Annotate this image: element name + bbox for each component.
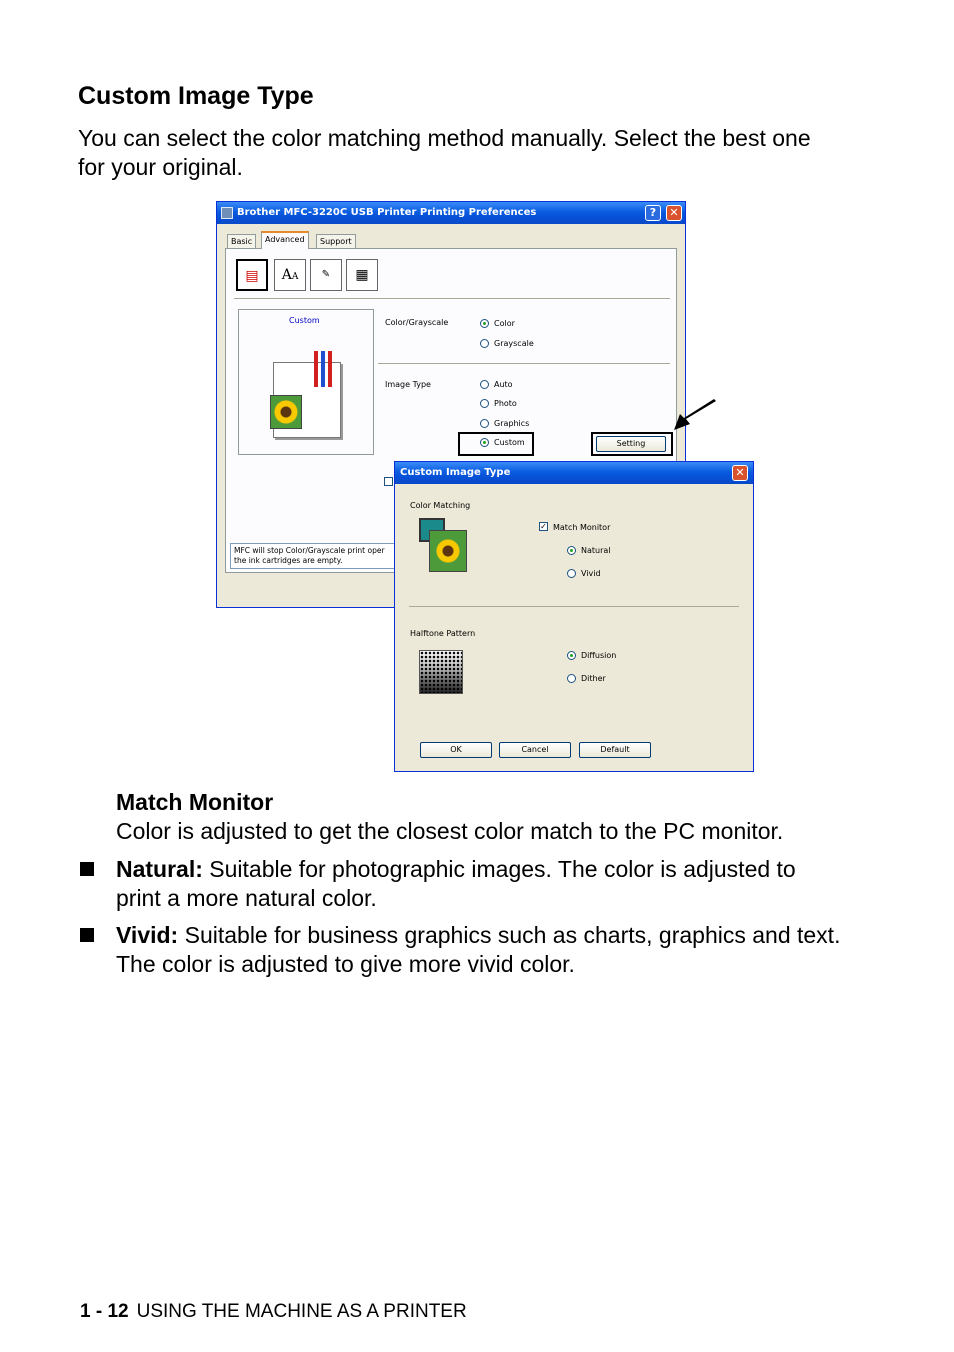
halftone-pattern-label: Halftone Pattern xyxy=(410,629,476,638)
bullet-natural-term: Natural: xyxy=(116,856,203,882)
diffusion-radio[interactable] xyxy=(567,651,576,660)
color-tool-icon[interactable]: ▤ xyxy=(236,259,268,291)
screenshot-figure xyxy=(216,201,756,773)
dither-option-label: Dither xyxy=(581,674,606,683)
match-monitor-heading: Match Monitor xyxy=(116,789,274,815)
intro-text: You can select the color matching method manually. Select the best one for your original. xyxy=(78,125,811,180)
halftone-pattern-icon xyxy=(419,650,463,694)
sunflower-image xyxy=(270,395,302,429)
ok-button[interactable]: OK xyxy=(420,742,492,758)
monitor-sunflower-image xyxy=(429,530,467,572)
cancel-button[interactable]: Cancel xyxy=(499,742,571,758)
tab-support[interactable]: Support xyxy=(316,234,356,248)
auto-option-label: Auto xyxy=(494,380,513,389)
page-heading: Custom Image Type xyxy=(78,82,314,110)
dialog-title: Custom Image Type xyxy=(400,467,511,478)
custom-image-type-dialog xyxy=(394,461,754,772)
vivid-option-label: Vivid xyxy=(581,569,601,578)
prefs-title-bar xyxy=(217,202,685,224)
color-radio[interactable] xyxy=(480,319,489,328)
dither-radio[interactable] xyxy=(567,674,576,683)
bullet-vivid-term: Vivid: xyxy=(116,922,179,948)
help-button[interactable]: ? xyxy=(645,205,661,221)
option-checkbox[interactable] xyxy=(384,477,393,486)
graphics-option-label: Graphics xyxy=(494,419,530,428)
prefs-window-title: Brother MFC-3220C USB Printer Printing Preferences xyxy=(237,207,537,218)
photo-radio[interactable] xyxy=(480,399,489,408)
status-message xyxy=(230,543,400,569)
page-number: 1 - 12 xyxy=(80,1301,129,1322)
section-divider xyxy=(378,363,670,364)
image-type-label: Image Type xyxy=(385,380,431,389)
custom-radio[interactable] xyxy=(480,438,489,447)
match-monitor-checkbox[interactable]: ✓ xyxy=(540,522,547,531)
preview-box xyxy=(238,309,374,455)
graphics-radio[interactable] xyxy=(480,419,489,428)
scaling-tool-icon[interactable]: AA xyxy=(274,259,306,291)
dialog-close-button[interactable]: ✕ xyxy=(732,465,748,481)
bar-chart-graphic xyxy=(314,351,338,387)
diffusion-option-label: Diffusion xyxy=(581,651,617,660)
match-monitor-description: Color is adjusted to get the closest color match to the PC monitor. xyxy=(116,818,784,844)
watermark-tool-icon[interactable]: ✎ xyxy=(310,259,342,291)
grayscale-radio[interactable] xyxy=(480,339,489,348)
dialog-divider xyxy=(409,606,739,607)
tab-advanced[interactable]: Advanced xyxy=(261,231,309,249)
close-button[interactable]: ✕ xyxy=(666,205,682,221)
grayscale-option-label: Grayscale xyxy=(494,339,534,348)
color-grayscale-label: Color/Grayscale xyxy=(385,318,449,327)
printer-icon xyxy=(221,207,233,219)
bullet-square-icon xyxy=(80,928,94,942)
photo-option-label: Photo xyxy=(494,399,517,408)
section-title: USING THE MACHINE AS A PRINTER xyxy=(136,1301,467,1322)
pointer-arrow-icon xyxy=(672,399,718,433)
natural-option-label: Natural xyxy=(581,546,611,555)
dialog-title-bar xyxy=(395,462,753,484)
bullet-natural xyxy=(116,855,846,913)
status-line-1: MFC will stop Color/Grayscale print oper xyxy=(234,546,385,555)
status-line-2: the ink cartridges are empty. xyxy=(234,556,343,565)
bullet-natural-text: Suitable for photographic images. The color is adjusted to print a more natural color. xyxy=(116,856,796,911)
bullet-vivid xyxy=(116,921,846,979)
preview-page xyxy=(273,362,341,438)
page-footer xyxy=(80,1301,467,1323)
default-button[interactable]: Default xyxy=(579,742,651,758)
setting-button[interactable]: Setting xyxy=(596,436,666,452)
toolbar-divider xyxy=(234,298,670,299)
preview-label: Custom xyxy=(289,316,320,325)
color-option-label: Color xyxy=(494,319,515,328)
custom-option-label: Custom xyxy=(494,438,525,447)
match-monitor-option-label: Match Monitor xyxy=(553,523,611,532)
natural-radio[interactable] xyxy=(567,546,576,555)
bullet-square-icon xyxy=(80,862,94,876)
auto-radio[interactable] xyxy=(480,380,489,389)
device-options-tool-icon[interactable]: ▦ xyxy=(346,259,378,291)
color-matching-label: Color Matching xyxy=(410,501,471,510)
vivid-radio[interactable] xyxy=(567,569,576,578)
bullet-vivid-text: Suitable for business graphics such as charts, graphics and text. The color is adjusted to give more vivid color. xyxy=(116,922,841,977)
tab-basic[interactable]: Basic xyxy=(227,234,256,248)
